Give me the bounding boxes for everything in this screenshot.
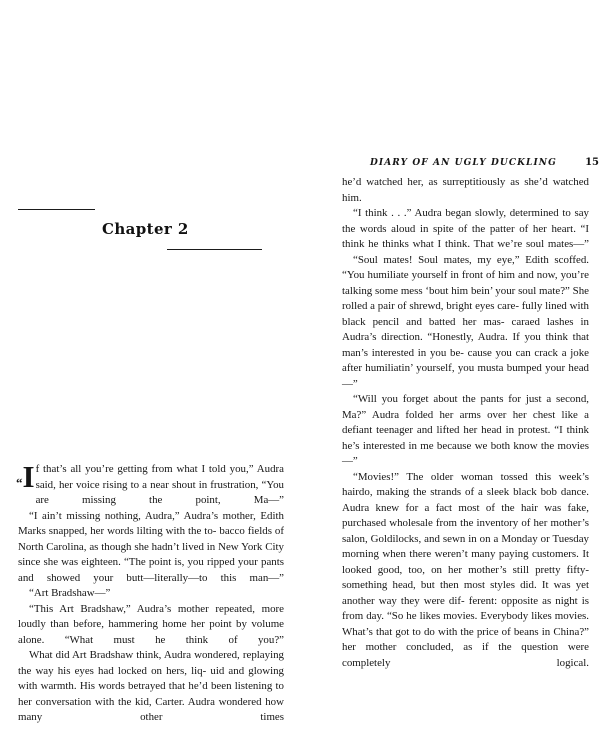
text-line: “You humiliate yourself in front of him and now, xyxy=(342,269,561,281)
text-line: fully lined with black pencil and batted her mas- xyxy=(342,300,589,328)
text-line: point is, you ripped your pants and showed your xyxy=(18,556,284,584)
text-line: that he’d been listening to her conversation with the xyxy=(18,680,284,708)
text-line: hairdo, making the strands of a sleek black bob xyxy=(342,486,561,498)
paragraph xyxy=(18,648,284,726)
text-line: replaying the way his eyes had locked on hers, liq- xyxy=(18,649,284,677)
text-line: point by volume alone. “What must he think of xyxy=(18,618,285,646)
text-line: frustration, “You are missing the point, Ma—” xyxy=(35,478,284,506)
text-line: soul mates—” xyxy=(525,238,589,250)
text-line: mate?” She rolled a pair of shrewd, bright eyes care- xyxy=(342,284,589,312)
drop-cap-letter: I xyxy=(22,459,35,494)
text-line: her mother’s salon, Goldilocks, and sewn in on a xyxy=(342,517,589,545)
text-line: cause you can crack a joke after humiliatin’ yourself, xyxy=(342,346,589,374)
paragraph xyxy=(342,175,589,206)
text-line: “Art Bradshaw—” xyxy=(29,587,111,599)
paragraph xyxy=(16,459,284,509)
text-line: more loudly than before, hammering home her xyxy=(18,602,284,630)
paragraph xyxy=(342,253,589,393)
text-line: kid, Carter. Audra wondered how many other times xyxy=(18,695,284,723)
text-line: you musta bumped your head—” xyxy=(342,362,589,390)
text-line: many paying customers. It looked good, too, on her xyxy=(342,548,589,576)
text-line: Edith Marks snapped, her words lilting with the to- xyxy=(18,509,284,537)
text-line: think he’s interested in me because we both know xyxy=(342,424,589,452)
text-line: Ma?” Audra folded her arms over her chest like a xyxy=(342,408,589,421)
running-head xyxy=(370,157,599,168)
drop-cap-quote: “ xyxy=(16,475,23,490)
text-line: do with the price of beans in China?” her mother xyxy=(342,625,589,653)
text-line: butt—literally—to this man—” xyxy=(126,571,284,584)
text-line: defiant teenager and lifted her head in protest. “I xyxy=(342,424,567,436)
text-line: you’re talking some mess ‘bout him bein’ your soul xyxy=(342,269,589,297)
text-line: fake, purchased wholesale from the inventory of xyxy=(342,501,589,529)
text-line: What did Art Bradshaw think, Audra wondered, xyxy=(29,649,243,661)
text-line: f that’s all you’re getting from what I told you,” xyxy=(35,463,257,475)
page-number: 15 xyxy=(585,157,599,168)
paragraph xyxy=(342,392,589,470)
paragraph xyxy=(18,509,284,587)
text-line: lived in New York City since she was eighteen. “The xyxy=(18,540,284,568)
text-line: mother’s still pretty fifty-something head, but then xyxy=(342,563,589,591)
drop-cap xyxy=(16,459,35,495)
running-head-title: DIARY OF AN UGLY DUCKLING xyxy=(370,158,557,168)
text-line: most styles did. It was yet another way they were dif- xyxy=(342,579,590,607)
text-line: Audra. If you think that man’s interested in you be- xyxy=(342,331,590,359)
text-line: dance. Audra knew for a fact most of the hair was xyxy=(342,486,589,514)
text-line: bacco fields of North Carolina, as though she hadn’t xyxy=(18,525,284,553)
text-line: “Movies!” The older woman tossed this week’s xyxy=(353,470,589,483)
chapter-rule-top xyxy=(18,209,95,210)
chapter-rule-bottom xyxy=(167,249,262,250)
text-line: the movies—” xyxy=(342,439,589,467)
text-line: heart. “I think he thinks what I think. That we’re xyxy=(342,222,589,250)
left-page-text xyxy=(16,459,285,726)
text-line: he’d watched her, as surreptitiously as she’d watched xyxy=(342,176,589,188)
text-line: ferent: opposite as night is from day. “So he likes xyxy=(342,594,589,622)
text-line: “Soul mates! Soul mates, my eye,” Edith scoffed. xyxy=(353,253,589,266)
text-line: Monday or Tuesday morning when there weren’t xyxy=(342,532,589,560)
text-line: Audra said, her voice rising to a near shout in xyxy=(35,463,284,491)
paragraph xyxy=(342,206,589,253)
text-line: uid and glowing with warmth. His words betrayed xyxy=(18,664,284,692)
text-line: “I think . . .” Audra began slowly, determined to xyxy=(353,207,575,219)
text-line: “This Art Bradshaw,” Audra’s mother repeated, xyxy=(29,602,262,615)
right-page-text xyxy=(342,175,589,671)
text-line: say the words aloud in spite of the patter of her xyxy=(342,207,589,235)
paragraph xyxy=(18,602,284,649)
chapter-title: Chapter 2 xyxy=(102,220,189,238)
paragraph xyxy=(342,470,589,672)
text-line: you?” xyxy=(257,633,284,646)
text-line: “I ain’t missing nothing, Audra,” Audra’s mother, xyxy=(29,509,261,522)
right-page xyxy=(300,0,600,750)
text-line: caraed lashes in Audra’s direction. “Honestly, xyxy=(342,315,589,343)
text-line: movies. Everybody likes movies. What’s that got to xyxy=(342,610,589,638)
paragraph xyxy=(18,586,284,602)
text-line: concluded, as if the question were completely logical. xyxy=(342,641,589,669)
text-line: “Will you forget about the pants for just a second, xyxy=(353,393,589,405)
text-line: him. xyxy=(342,191,362,204)
